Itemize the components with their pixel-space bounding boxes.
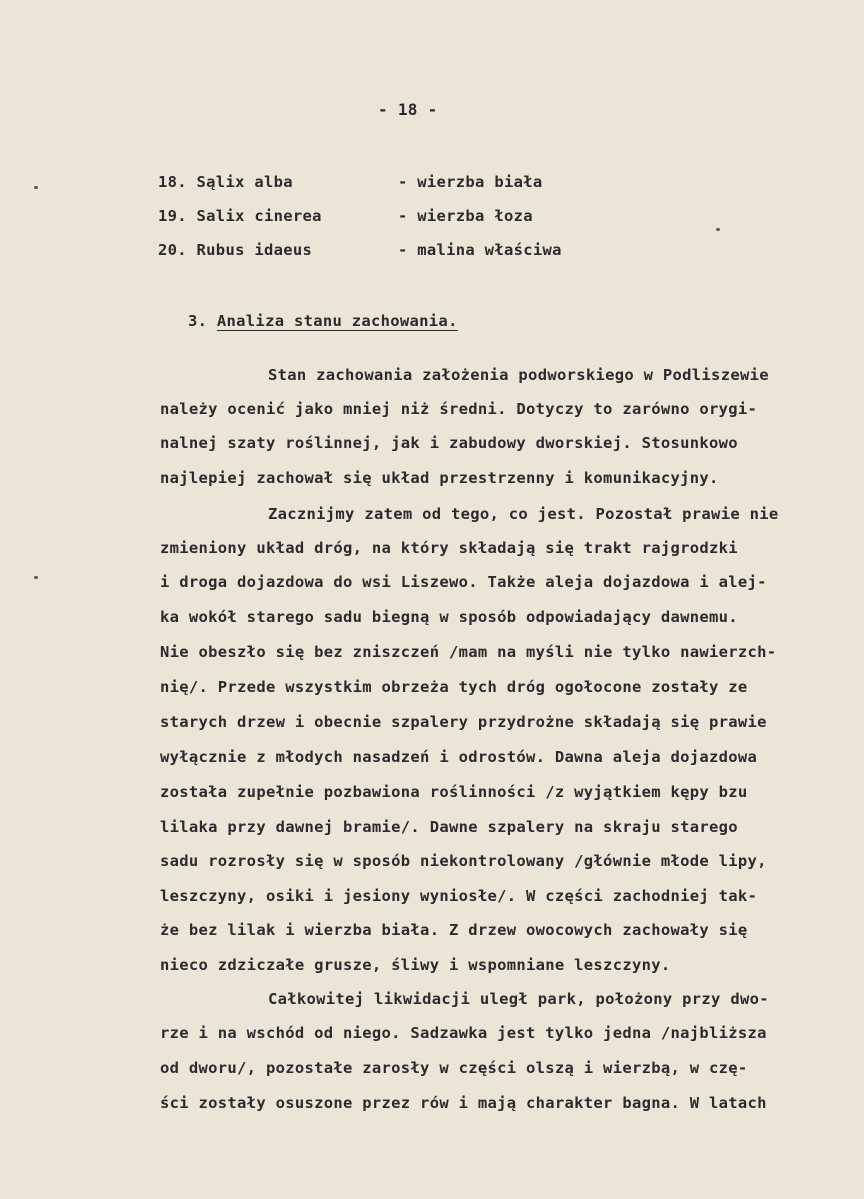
species-latin: 18. Sąlix alba — [158, 173, 293, 191]
species-polish: - malina właściwa — [398, 241, 562, 259]
text-line: nieco zdziczałe grusze, śliwy i wspomniane leszczyny. — [160, 956, 671, 974]
scan-speck — [34, 186, 38, 189]
section-heading — [188, 312, 458, 330]
species-polish: - wierzba łoza — [398, 207, 533, 225]
section-number: 3. — [188, 312, 208, 330]
list-item — [158, 207, 533, 231]
text-line: została zupełnie pozbawiona roślinności /z wyjątkiem kępy bzu — [160, 783, 748, 801]
text-line: starych drzew i obecnie szpalery przydrożne składają się prawie — [160, 713, 767, 731]
text-line: nię/. Przede wszystkim obrzeża tych dróg ogołocone zostały ze — [160, 678, 748, 696]
text-line: należy ocenić jako mniej niż średni. Dotyczy to zarówno orygi- — [160, 400, 758, 418]
text-line: rze i na wschód od niego. Sadzawka jest tylko jedna /najbliższa — [160, 1024, 767, 1042]
species-polish: - wierzba biała — [398, 173, 543, 191]
text-line: Zacznijmy zatem od tego, co jest. Pozostał prawie nie — [268, 505, 779, 523]
text-line: ka wokół starego sadu biegną w sposób odpowiadający dawnemu. — [160, 608, 738, 626]
text-line: najlepiej zachował się układ przestrzenny i komunikacyjny. — [160, 469, 719, 487]
text-line: i droga dojazdowa do wsi Liszewo. Także aleja dojazdowa i alej- — [160, 573, 767, 591]
scan-speck — [34, 576, 38, 579]
page-number: - 18 - — [378, 100, 438, 119]
text-line: wyłącznie z młodych nasadzeń i odrostów. Dawna aleja dojazdowa — [160, 748, 758, 766]
text-line: Stan zachowania założenia podworskiego w Podliszewie — [268, 366, 769, 384]
text-line: nalnej szaty roślinnej, jak i zabudowy dworskiej. Stosunkowo — [160, 434, 738, 452]
text-line: Nie obeszło się bez zniszczeń /mam na myśli nie tylko nawierzch- — [160, 643, 777, 661]
text-line: od dworu/, pozostałe zarosły w części olszą i wierzbą, w czę- — [160, 1059, 748, 1077]
list-item — [158, 173, 542, 197]
text-line: leszczyny, osiki i jesiony wyniosłe/. W części zachodniej tak- — [160, 887, 758, 905]
text-line: że bez lilak i wierzba biała. Z drzew owocowych zachowały się — [160, 921, 748, 939]
list-item — [158, 241, 562, 265]
text-line: Całkowitej likwidacji uległ park, położony przy dwo- — [268, 990, 769, 1008]
text-line: ści zostały osuszone przez rów i mają charakter bagna. W latach — [160, 1094, 767, 1112]
scan-speck — [716, 228, 720, 231]
section-title: Analiza stanu zachowania. — [216, 312, 458, 330]
species-latin: 20. Rubus idaeus — [158, 241, 313, 259]
text-line: sadu rozrosły się w sposób niekontrolowany /głównie młode lipy, — [160, 852, 767, 870]
species-latin: 19. Salix cinerea — [158, 207, 322, 225]
text-line: lilaka przy dawnej bramie/. Dawne szpalery na skraju starego — [160, 818, 738, 836]
text-line: zmieniony układ dróg, na który składają się trakt rajgrodzki — [160, 539, 738, 557]
